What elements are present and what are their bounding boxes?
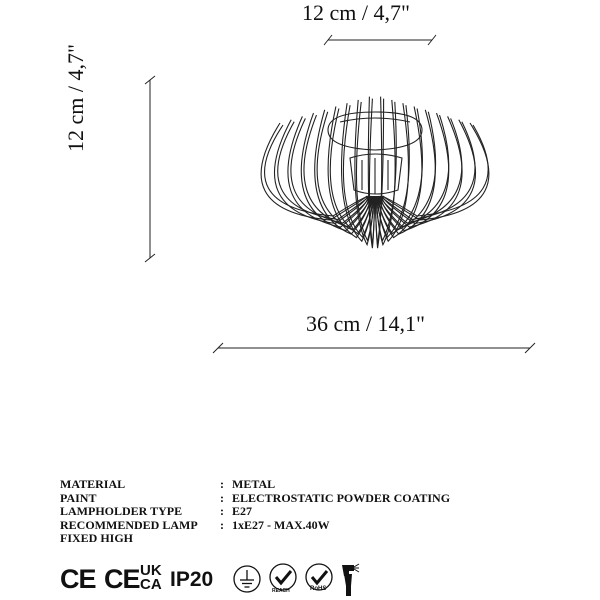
spec-value: 1xE27 - MAX.40W <box>232 517 330 532</box>
powder-coating-gun-icon <box>338 562 360 598</box>
spec-value: METAL <box>232 477 276 491</box>
spec-value: ELECTROSTATIC POWDER COATING <box>232 490 451 505</box>
overall-width-dimension: 36 cm / 14,1" <box>306 311 425 336</box>
spec-separator: : <box>220 517 224 532</box>
ground-symbol-icon <box>232 564 262 594</box>
spec-row-lampholder <box>60 505 450 519</box>
spec-label: MATERIAL <box>60 477 126 491</box>
spec-row-fixed-high <box>60 532 450 546</box>
spec-label: RECOMMENDED LAMP <box>60 517 198 532</box>
spec-label: PAINT <box>60 490 97 505</box>
spec-label: LAMPHOLDER TYPE <box>60 504 183 518</box>
top-width-dimension: 12 cm / 4,7" <box>302 0 410 25</box>
rohs-mark-icon <box>304 563 334 597</box>
spec-row-recommended-lamp <box>60 519 450 533</box>
rohs-label: RoHS <box>310 586 327 592</box>
certification-marks <box>60 562 360 598</box>
ukca-top-text: UK <box>140 562 162 579</box>
spec-row-material <box>60 478 450 492</box>
spec-separator: : <box>220 477 224 491</box>
reach-label: REACH <box>272 588 290 594</box>
cage-rib <box>381 125 488 216</box>
spec-row-paint <box>60 492 450 506</box>
spec-label: FIXED HIGH <box>60 531 134 545</box>
spec-separator <box>220 532 232 546</box>
spec-separator: : <box>220 504 224 518</box>
cage-rib <box>375 99 383 245</box>
ukca-mark-icon <box>140 564 170 592</box>
spec-separator: : <box>220 490 224 505</box>
ukca-bottom-text: CA <box>140 576 162 593</box>
ip20-rating-icon: IP20 <box>170 568 214 591</box>
height-dimension: 12 cm / 4,7" <box>63 44 88 152</box>
reach-mark-icon <box>268 563 298 597</box>
spec-value: E27 <box>232 504 253 518</box>
lamp-cage <box>261 97 489 249</box>
ce-mark-icon: CE <box>60 564 96 594</box>
cage-rib <box>379 115 449 227</box>
spec-table <box>60 478 450 546</box>
ce-mark-icon: CE <box>104 564 140 594</box>
